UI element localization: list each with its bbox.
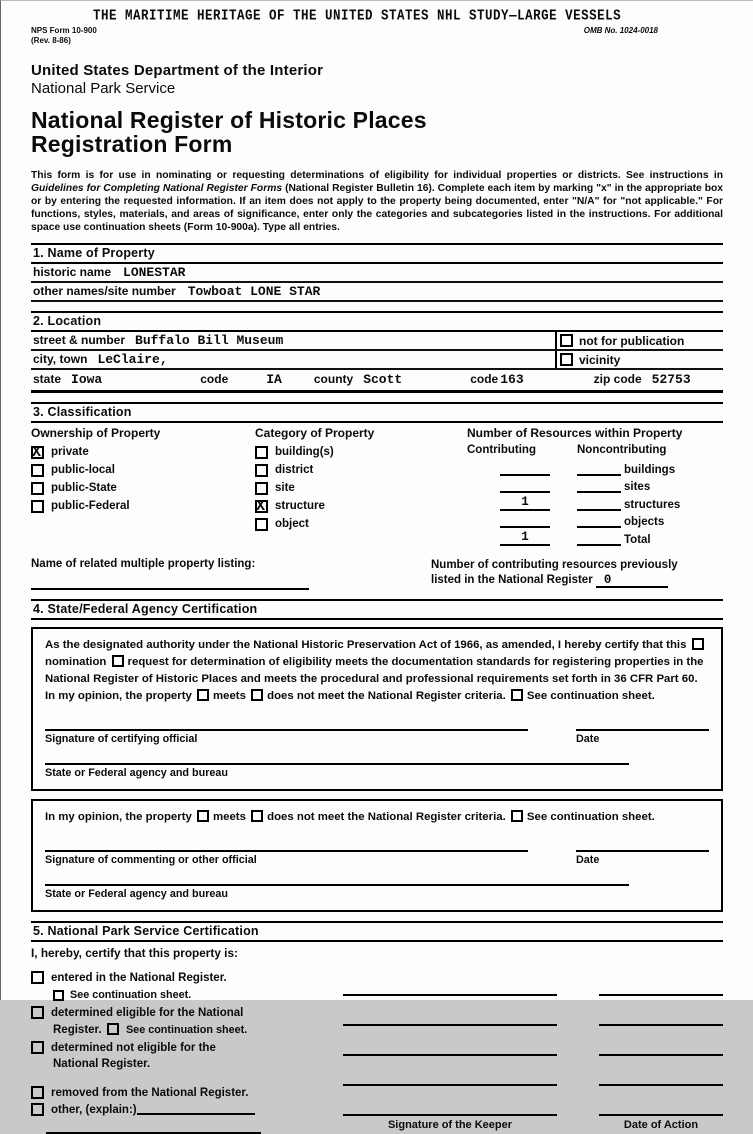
meets-checkbox-2[interactable] [197,810,209,822]
determined-not-eligible-line2: National Register. [53,1057,151,1070]
section-name-of-property [31,243,723,302]
vicinity-checkbox[interactable] [560,353,573,366]
certifying-official-box [31,627,723,791]
noncontributing-total-field[interactable] [577,532,621,546]
category-option-site: site [255,480,467,496]
keeper-line-pair-4 [343,1084,723,1086]
contributing-buildings-field[interactable] [500,474,550,476]
option-determined-not-eligible: determined not eligible for the [31,1041,343,1056]
keeper-line-pair-2 [343,1024,723,1026]
ownership-option-public-local: public-local [31,462,255,478]
entered-continuation-checkbox[interactable] [53,990,64,1001]
commenting-official-box [31,799,723,912]
ownership-column [31,426,255,546]
object-checkbox[interactable] [255,518,268,531]
department-name: United States Department of the Interior [31,62,324,79]
resources-heading: Number of Resources within Property [467,426,683,441]
other-names-value: Towboat LONE STAR [187,284,321,300]
keeper-line-pair-3 [343,1054,723,1056]
street-number-row [31,332,723,351]
category-column [255,426,467,546]
see-continuation-checkbox-2[interactable] [511,810,523,822]
city-town-row [31,351,723,370]
resource-row-structures: 1 structures [467,493,723,511]
section1-title: 1. Name of Property [31,243,723,264]
service-name: National Park Service [31,80,176,97]
certifying-date-line[interactable]: Date [576,729,709,745]
previously-listed-block: Number of contributing resources previously listed in the National Register 0 [431,558,678,588]
option-entered: entered in the National Register. [31,971,343,986]
related-listing-label: Name of related multiple property listing: [31,557,256,570]
keeper-signature-line[interactable] [343,994,557,996]
keeper-signature-line[interactable] [343,1024,557,1026]
nps-certify-intro: I, hereby, certify that this property is: [31,946,238,961]
contributing-heading: Contributing [467,444,536,457]
state-value: Iowa [71,372,103,388]
keeper-signature-line[interactable] [343,1114,557,1116]
code-value: IA [266,372,282,388]
keeper-label: Signature of the Keeper [387,1119,513,1132]
ownership-option-private: X private [32,443,89,461]
category-option-structure: X structure [256,497,325,515]
site-checkbox[interactable] [255,482,268,495]
vicinity-cell [555,351,723,368]
other-checkbox[interactable] [31,1103,44,1116]
category-heading: Category of Property [255,426,375,441]
state-label: state [33,372,62,387]
street-number-field[interactable] [31,332,555,349]
option-removed: removed from the National Register. [31,1086,343,1101]
not-for-publication-label: not for publication [579,333,685,348]
related-listing-block [31,558,431,590]
determined-eligible-continuation: Register. See continuation sheet. [53,1024,248,1037]
study-series-stamp: THE MARITIME HERITAGE OF THE UNITED STATES NHL STUDY—LARGE VESSELS [93,7,622,25]
county-value: Scott [363,372,403,388]
other-explain-field[interactable] [137,1103,255,1115]
category-option-district: district [255,462,467,478]
other-names-field[interactable] [31,283,723,302]
entered-checkbox[interactable] [31,971,44,984]
noncontributing-objects-field[interactable] [577,514,621,528]
category-option-object: object [255,516,467,532]
structure-checkbox[interactable]: X [255,500,268,513]
date-of-action-label: Date of Action [623,1119,699,1132]
keeper-date-line[interactable] [599,1054,723,1056]
section-state-federal-certification [31,599,723,913]
keeper-line-pair-1 [343,994,723,996]
certifying-signature-line[interactable]: Signature of certifying official [45,729,528,745]
noncontributing-heading: Noncontributing [577,444,667,457]
form-number: NPS Form 10-900 (Rev. 8-86) [31,26,97,45]
noncontributing-buildings-field[interactable] [577,462,621,476]
noncontributing-sites-field[interactable] [577,479,621,493]
section-location [31,311,723,393]
contributing-structures-field[interactable]: 1 [500,496,550,511]
commenting-date-line[interactable]: Date [576,850,709,866]
historic-name-field[interactable] [31,264,723,283]
keeper-line-pair-5 [343,1114,723,1116]
public-state-checkbox[interactable] [31,482,44,495]
request-checkbox[interactable] [112,655,124,667]
keeper-signature-line[interactable] [343,1084,557,1086]
keeper-signature-line[interactable] [343,1054,557,1056]
form-title: National Register of Historic Places Registration Form [31,107,427,157]
state-county-row [31,370,723,393]
form-meta-row [31,26,723,46]
vicinity-label: vicinity [579,352,621,367]
keeper-signature-column [343,966,723,1134]
code-label: code [200,372,229,387]
eligible-continuation-checkbox[interactable] [107,1023,119,1035]
nps-options-column [31,966,343,1134]
related-listing-field[interactable] [31,573,309,590]
public-federal-checkbox[interactable] [31,500,44,513]
private-checkbox[interactable]: X [31,446,44,459]
section4-title: 4. State/Federal Agency Certification [31,599,723,620]
historic-name-value: LONESTAR [123,265,186,281]
resource-row-objects: objects [467,511,723,529]
option-other: other, (explain:) [31,1103,343,1118]
keeper-date-line[interactable] [599,994,723,996]
not-for-publication-checkbox[interactable] [560,334,573,347]
section-nps-certification [31,921,723,1134]
omb-number: OMB No. 1024-0018 [583,26,658,35]
commenting-agency-line[interactable]: State or Federal agency and bureau [45,884,629,900]
section-classification [31,402,723,590]
meets-checkbox[interactable] [197,689,209,701]
commenting-statement: In my opinion, the property meets does not meet the National Register criteria. See continuation sheet. [45,811,655,824]
option-determined-eligible: determined eligible for the National [31,1006,343,1021]
commenting-signature-line[interactable]: Signature of commenting or other official [45,850,528,866]
certification-statement: As the designated authority under the National Historic Preservation Act of 1966, as amended, I hereby certify that this nomination request for determination of eligibility meets the documentation standards for registering properties in the National Register of Historic Places and meets the procedural and professional requirements set forth in 36 CFR Part 60. In my opinion, the property meets does not meet the National Register criteria. See continuation sheet. [45,638,704,702]
county-code-label: code [470,372,499,387]
resource-row-buildings: buildings [467,458,723,476]
keeper-date-line[interactable] [599,1084,723,1086]
ownership-option-public-federal: public-Federal [31,498,255,514]
street-number-label: street & number [33,333,126,348]
district-checkbox[interactable] [255,464,268,477]
county-label: county [313,372,354,387]
see-continuation-checkbox[interactable] [511,689,523,701]
buildings-checkbox[interactable] [255,446,268,459]
zip-code-value: 52753 [651,372,691,388]
keeper-date-line[interactable] [599,1114,723,1116]
county-code-value: 163 [500,372,524,388]
contributing-objects-field[interactable] [500,526,550,528]
city-town-label: city, town [33,352,88,367]
certifying-agency-line[interactable]: State or Federal agency and bureau [45,763,629,779]
category-option-buildings: building(s) [255,444,467,460]
city-town-value: LeClaire, [97,352,168,368]
determined-not-eligible-checkbox[interactable] [31,1041,44,1054]
determined-eligible-checkbox[interactable] [31,1006,44,1019]
resource-row-sites: sites [467,476,723,494]
other-names-label: other names/site number [33,284,176,299]
zip-code-label: zip code [593,372,642,387]
nomination-checkbox[interactable] [692,638,704,650]
entered-see-continuation: See continuation sheet. [53,989,343,1001]
ownership-heading: Ownership of Property [31,426,161,441]
street-number-value: Buffalo Bill Museum [135,333,284,349]
noncontributing-structures-field[interactable] [577,497,621,511]
historic-name-label: historic name [33,265,112,280]
does-not-meet-checkbox-2[interactable] [251,810,263,822]
resource-row-total: 1 Total [467,528,723,546]
city-town-field[interactable] [31,351,555,368]
form-instructions: This form is for use in nominating or requesting determinations of eligibility for individual properties or districts. See instructions in Guidelines for Completing National Register Forms (National Register Bulletin 16). Complete each item by marking "x" in the appropriate box or by entering the requested information. If an item does not apply to the property being documented, enter "N/A" for "not applicable." For functions, styles, materials, and areas of significance, enter only the categories and subcategories listed in the instructions. For additional space use continuation sheets (Form 10-900a). Type all entries. [31,169,724,234]
previously-listed-field[interactable]: 0 [596,574,668,588]
keeper-date-line[interactable] [599,1024,723,1026]
section3-title: 3. Classification [31,402,723,423]
removed-checkbox[interactable] [31,1086,44,1099]
section2-title: 2. Location [31,311,723,332]
contributing-sites-field[interactable] [500,491,550,493]
not-for-publication-cell [555,332,723,349]
public-local-checkbox[interactable] [31,464,44,477]
section5-title: 5. National Park Service Certification [31,921,723,942]
resources-column [467,426,723,546]
ownership-option-public-state: public-State [31,480,255,496]
does-not-meet-checkbox[interactable] [251,689,263,701]
contributing-total-field[interactable]: 1 [500,531,550,546]
